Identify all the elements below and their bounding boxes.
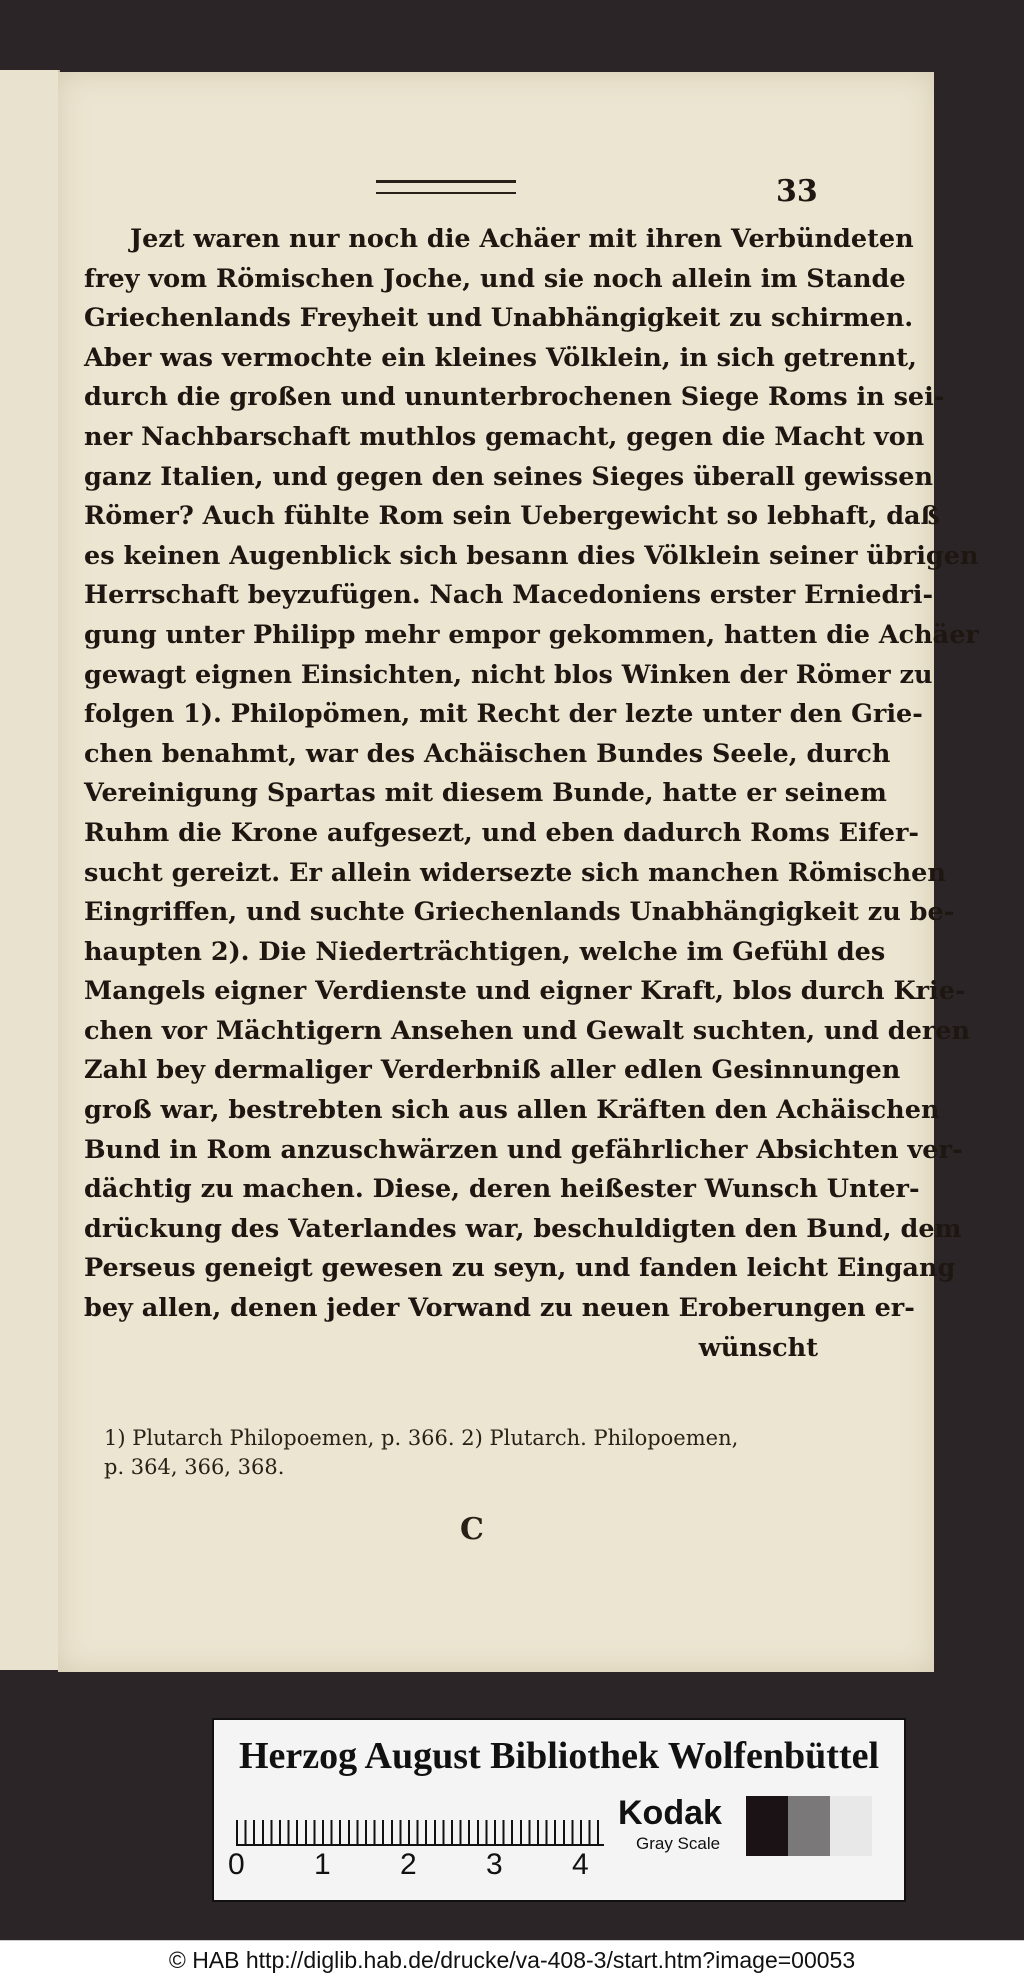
ruler-number: 3	[486, 1848, 503, 1881]
facing-page-edge	[0, 70, 60, 1670]
text-line: folgen 1). Philopömen, mit Recht der lezte unter den Grie-	[84, 699, 923, 730]
ruler-scale	[236, 1804, 604, 1846]
text-line: Mangels eigner Verdienste und eigner Kraft, blos durch Krie-	[84, 976, 966, 1007]
copyright-bar	[0, 1940, 1024, 1981]
footnote-line: 1) Plutarch Philopoemen, p. 366. 2) Plutarch. Philopoemen,	[104, 1426, 739, 1450]
page-number: 33	[776, 174, 818, 209]
gray-scale-label: Gray Scale	[636, 1834, 721, 1853]
text-line: dächtig zu machen. Diese, deren heißester Wunsch Unter-	[84, 1174, 920, 1205]
footnote-line: p. 364, 366, 368.	[104, 1455, 285, 1479]
text-line: gewagt eignen Einsichten, nicht blos Winken der Römer zu	[84, 659, 933, 690]
text-line: Griechenlands Freyheit und Unabhängigkeit zu schirmen.	[84, 303, 914, 334]
text-line: bey allen, denen jeder Vorwand zu neuen Eroberungen er-	[84, 1293, 915, 1324]
text-line: Vereinigung Spartas mit diesem Bunde, hatte er seinem	[84, 778, 887, 809]
text-line: Römer? Auch fühlte Rom sein Uebergewicht so lebhaft, daß	[84, 501, 940, 532]
kodak-logo: Kodak	[618, 1794, 722, 1832]
text-line: ner Nachbarschaft muthlos gemacht, gegen die Macht von	[84, 421, 925, 452]
color-target-card	[212, 1718, 906, 1902]
ruler-number: 4	[572, 1848, 589, 1881]
text-line: Eingriffen, und suchte Griechenlands Unabhängigkeit zu be-	[84, 897, 955, 928]
ruler-numbers	[228, 1848, 628, 1888]
text-line: chen benahmt, war des Achäischen Bundes Seele, durch	[84, 738, 891, 769]
ruler-number: 2	[400, 1848, 417, 1881]
text-line: Bund in Rom anzuschwärzen und gefährlicher Absichten ver-	[84, 1134, 963, 1165]
text-line: durch die großen und ununterbrochenen Siege Roms in sei-	[84, 382, 945, 413]
text-line: es keinen Augenblick sich besann dies Völklein seiner übrigen	[84, 540, 979, 571]
text-line: ganz Italien, und gegen den seines Sieges überall gewissen	[84, 461, 934, 492]
body-text	[84, 220, 979, 1368]
footnotes	[104, 1424, 824, 1482]
text-line: groß war, bestrebten sich aus allen Kräften den Achäischen	[84, 1095, 940, 1126]
swatch-gray	[788, 1796, 830, 1856]
text-line: Perseus geneigt gewesen zu seyn, und fanden leicht Eingang	[84, 1253, 956, 1284]
text-line: drückung des Vaterlandes war, beschuldigten den Bund, dem	[84, 1213, 962, 1244]
text-line: Aber was vermochte ein kleines Völklein, in sich getrennt,	[84, 342, 917, 373]
text-line: chen vor Mächtigern Ansehen und Gewalt suchten, und deren	[84, 1015, 971, 1046]
swatch-black	[746, 1796, 788, 1856]
text-line: frey vom Römischen Joche, und sie noch allein im Stande	[84, 263, 906, 294]
text-line: haupten 2). Die Niederträchtigen, welche im Gefühl des	[84, 936, 886, 967]
book-page	[58, 72, 979, 1672]
swatch-white	[830, 1796, 872, 1856]
copyright-text: © HAB http://diglib.hab.de/drucke/va-408-3/start.htm?image=00053	[168, 1947, 856, 1973]
text-line: wünscht	[698, 1332, 818, 1363]
printer-signature: C	[460, 1512, 484, 1547]
text-line: sucht gereizt. Er allein widersezte sich manchen Römischen	[84, 857, 946, 888]
ruler-number: 0	[228, 1848, 245, 1881]
text-line: Ruhm die Krone aufgesezt, und eben dadurch Roms Eifer-	[84, 817, 920, 848]
text-line: Herrschaft beyzufügen. Nach Macedoniens erster Erniedri-	[84, 580, 934, 611]
library-title: Herzog August Bibliothek Wolfenbüttel	[238, 1735, 880, 1777]
text-line: Jezt waren nur noch die Achäer mit ihren Verbündeten	[130, 224, 914, 254]
text-line: gung unter Philipp mehr empor gekommen, hatten die Achäer	[84, 619, 979, 650]
text-line: Zahl bey dermaliger Verderbniß aller edlen Gesinnungen	[84, 1055, 901, 1086]
header-rule	[376, 180, 516, 194]
ruler-number: 1	[314, 1848, 331, 1881]
